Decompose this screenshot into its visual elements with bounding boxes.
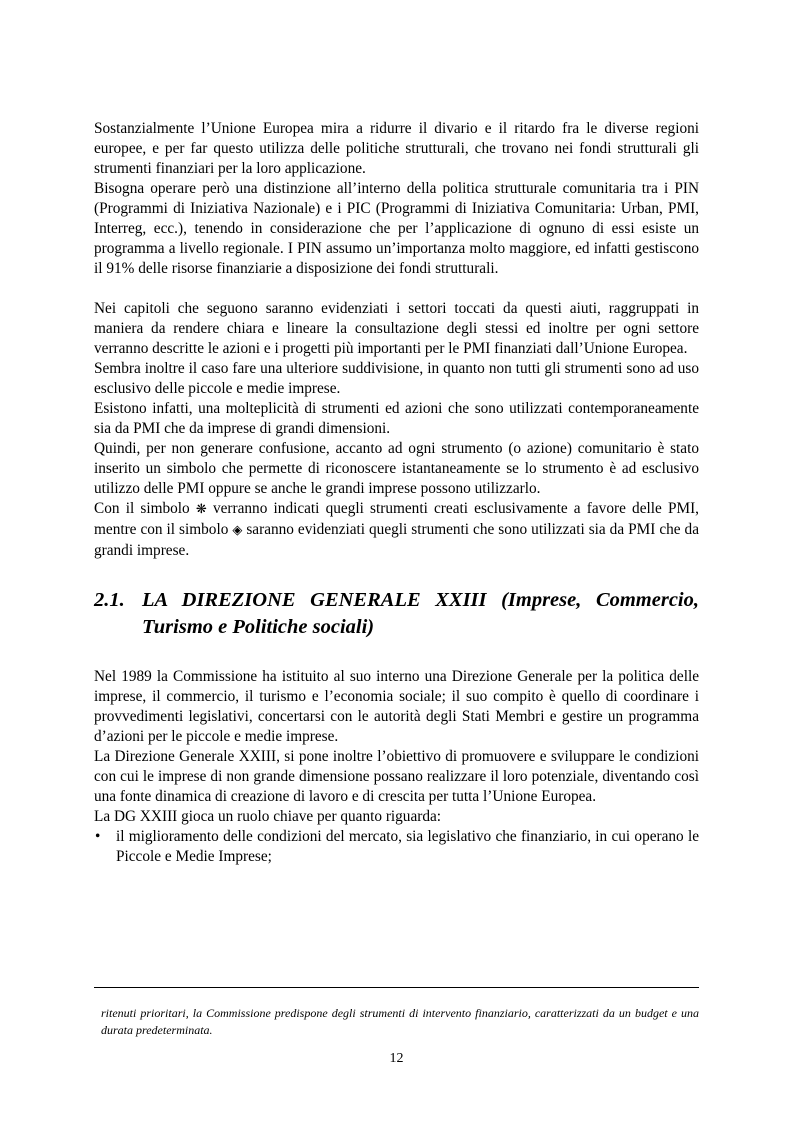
paragraph-chapters-2: Sembra inoltre il caso fare una ulteriore suddivisione, in quanto non tutti gli strumenti sono ad uso esclusivo delle piccole e medie imprese. — [94, 360, 699, 397]
footnote-divider — [94, 987, 699, 988]
page-body — [94, 119, 699, 867]
paragraph-chapters-3: Esistono infatti, una molteplicità di strumenti ed azioni che sono utilizzati contemporaneamente sia da PMI che da imprese di grandi dimensioni. — [94, 400, 699, 437]
paragraph-section-2: La Direzione Generale XXIII, si pone inoltre l’obiettivo di promuovere e sviluppare le condizioni con cui le imprese di non grande dimensione possano realizzare il loro potenziale, diventando così una fonte dinamica di creazione di lavoro e di crescita per tutta l’Unione Europea. — [94, 748, 699, 805]
bullet-icon: • — [95, 828, 101, 845]
section-title: LA DIREZIONE GENERALE XXIII (Imprese, Commercio, Turismo e Politiche sociali) — [142, 589, 699, 638]
paragraph-section-3: La DG XXIII gioca un ruolo chiave per quanto riguarda: — [94, 808, 442, 825]
diamond-icon: ◈ — [232, 523, 243, 538]
paragraph-symbols — [94, 499, 699, 561]
asterisk-icon: ❋ — [195, 502, 207, 517]
paragraph-chapters-1: Nei capitoli che seguono saranno evidenziati i settori toccati da questi aiuti, raggruppati in maniera da rendere chiara e lineare la consultazione degli stessi ed inoltre per ogni settore verranno descritte le azioni e i progetti più importanti per le PMI finanziati dall’Unione Europea. — [94, 300, 699, 357]
symbols-text-1: Con il simbolo — [94, 500, 196, 517]
page-number: 12 — [389, 1051, 404, 1066]
paragraph-chapters-4: Quindi, per non generare confusione, accanto ad ogni strumento (o azione) comunitario è stato inserito un simbolo che permette di riconoscere istantaneamente se lo strumento è ad esclusivo utilizzo delle PMI oppure se anche le grandi imprese possono utilizzarlo. — [94, 440, 699, 497]
paragraph-intro-2: Bisogna operare però una distinzione all’interno della politica strutturale comunitaria tra i PIN (Programmi di Iniziativa Nazionale) e i PIC (Programmi di Iniziativa Comunitaria: Urban, PMI, Interreg, ecc.), tenendo in considerazione che per l’applicazione di ognuno di essi esiste un programma a livello regionale. I PIN assumo un’importanza molto maggiore, ed infatti gestiscono il 91% delle risorse finanziarie a disposizione dei fondi strutturali. — [94, 180, 699, 277]
paragraph-gap — [94, 279, 699, 299]
section-heading — [94, 587, 699, 641]
footnote: ritenuti prioritari, la Commissione predispone degli strumenti di intervento finanziario, caratterizzati da un budget e una durata predeterminata. — [101, 1006, 699, 1037]
paragraph-section-1: Nel 1989 la Commissione ha istituito al suo interno una Direzione Generale per la politica delle imprese, il commercio, il turismo e l’economia sociale; il suo compito è quello di coordinare i provvedimenti legislativi, concertarsi con le autorità degli Stati Membri e gestire un programma d’azioni per le piccole e medie imprese. — [94, 668, 699, 745]
list-item-text: il miglioramento delle condizioni del mercato, sia legislativo che finanziario, in cui operano le Piccole e Medie Imprese; — [116, 828, 699, 865]
bullet-list — [94, 827, 699, 867]
symbols-text-2: verranno indicati quegli strumenti creati esclusivamente a favore delle PMI, mentre con il simbolo — [94, 500, 699, 538]
symbols-text-3: saranno evidenziati quegli strumenti che sono utilizzati sia da PMI che da grandi imprese. — [94, 521, 699, 559]
section-number: 2.1. — [94, 589, 125, 611]
list-item — [94, 827, 699, 867]
paragraph-intro-1: Sostanzialmente l’Unione Europea mira a ridurre il divario e il ritardo fra le diverse regioni europee, e per far questo utilizza delle politiche strutturali, che trovano nei fondi strutturali gli strumenti finanziari per la loro applicazione. — [94, 120, 699, 177]
